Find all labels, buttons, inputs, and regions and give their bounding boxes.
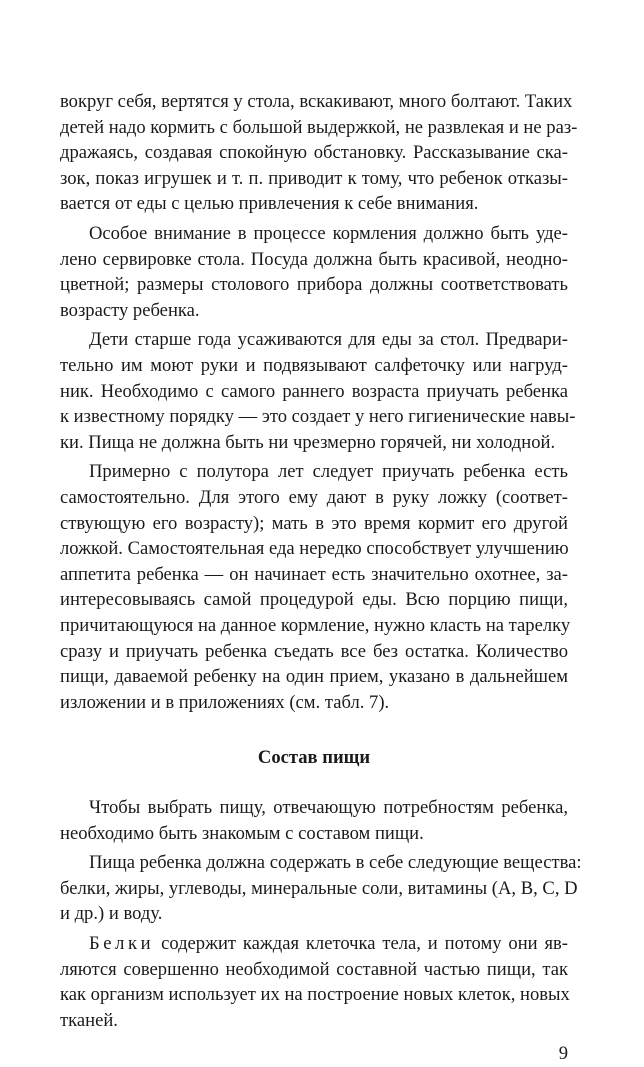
text-line: детей надо кормить с большой выдержкой, не развлекая и не раз-: [60, 116, 578, 138]
text-line: интересовываясь самой процедурой еды. Всю порцию пищи,: [60, 589, 568, 611]
text-line: и др.) и воду.: [60, 903, 163, 925]
text-line: ник. Необходимо с самого раннего возраста приучать ребенка: [60, 380, 568, 402]
spaced-term: Белки: [89, 933, 155, 954]
text-line: тельно им моют руки и подвязывают салфеточку или нагруд-: [60, 355, 568, 376]
text-line: вокруг себя, вертятся у стола, вскакивают, много болтают. Таких: [60, 91, 573, 112]
text-line: Дети старше года усаживаются для еды за стол. Предвари-: [89, 329, 568, 351]
text-line: аппетита ребенка — он начинает есть значительно охотнее, за-: [60, 563, 568, 585]
text-line: пищи, даваемой ребенку на один прием, указано в дальнейшем: [60, 666, 568, 688]
text-line: зок, показ игрушек и т. п. приводит к тому, что ребенок отказы-: [60, 167, 568, 189]
text-line: белки, жиры, углеводы, минеральные соли, витамины (A, B, C, D: [60, 877, 578, 899]
text-line: необходимо быть знакомым с составом пищи.: [60, 822, 424, 844]
section-heading: Состав пищи: [257, 747, 371, 769]
text-line: возрасту ребенка.: [60, 299, 200, 321]
page-number: 9: [558, 1043, 568, 1065]
text-line: ки. Пища не должна быть ни чрезмерно горячей, ни холодной.: [60, 431, 556, 453]
text-line: сразу и приучать ребенка съедать все без остатка. Количество: [60, 640, 568, 662]
text-line: ложкой. Самостоятельная еда нередко способствует улучшению: [60, 538, 569, 560]
text-line: тканей.: [60, 1009, 118, 1031]
text-line: Пища ребенка должна содержать в себе следующие вещества:: [89, 852, 582, 874]
text-line: цветной; размеры столового прибора должны соответствовать: [60, 274, 568, 296]
text-line: Примерно с полутора лет следует приучать ребенка есть: [89, 461, 568, 483]
text-line: ляются совершенно необходимой составной частью пищи, так: [60, 958, 568, 980]
text-line: как организм использует их на построение новых клеток, новых: [60, 984, 570, 1006]
text-line: [89, 931, 568, 957]
text-line: причитающуюся на данное кормление, нужно класть на тарелку: [60, 615, 571, 636]
text-line: дражаясь, создавая спокойную обстановку. Рассказывание ска-: [60, 142, 568, 164]
text-line: изложении и в приложениях (см. табл. 7).: [60, 691, 390, 713]
text-line-rest: содержит каждая клеточка тела, и потому они яв-: [154, 933, 568, 954]
text-line: самостоятельно. Для этого ему дают в руку ложку (соответ-: [60, 487, 568, 508]
text-line: лено сервировке стола. Посуда должна быть красивой, неодно-: [60, 248, 568, 270]
text-line: к известному порядку — это создает у него гигиенические навы-: [60, 406, 576, 428]
text-line: Особое внимание в процессе кормления должно быть уде-: [89, 223, 568, 244]
text-line: вается от еды с целью привлечения к себе внимания.: [60, 193, 479, 215]
text-line: Чтобы выбрать пищу, отвечающую потребностям ребенка,: [89, 797, 568, 818]
text-line: ствующую его возрасту); мать в это время кормит его другой: [60, 512, 568, 534]
